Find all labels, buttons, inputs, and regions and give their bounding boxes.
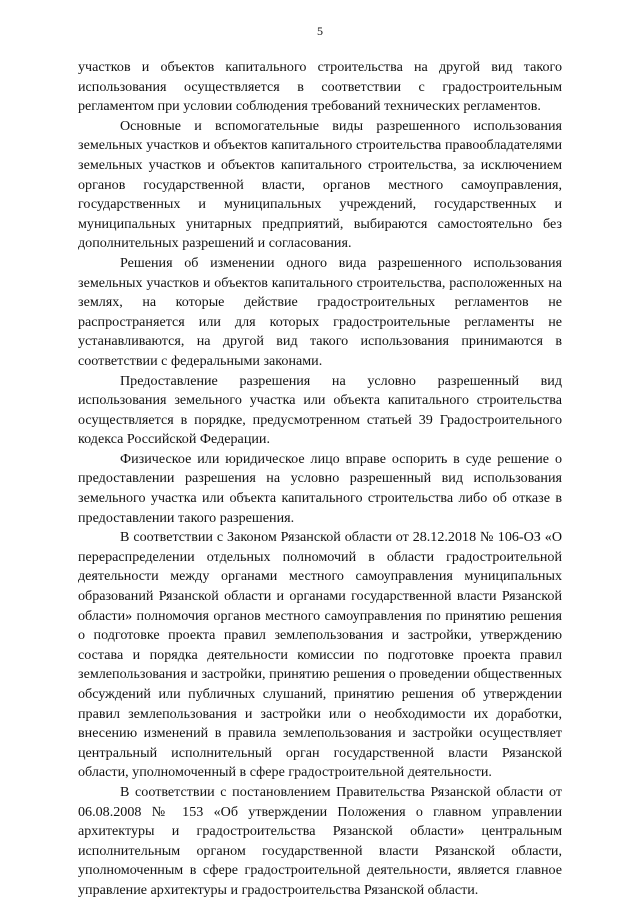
paragraph-continuation: участков и объектов капитального строительства на другой вид такого использования осуществляется в соответствии с градостроительным регламентом при условии соблюдения требований технических регламентов.	[78, 59, 562, 115]
paragraph-main-and-auxiliary-uses: Основные и вспомогательные виды разрешенного использования земельных участков и объектов капитального строительства правообладателями земельных участков и объектов капитального строительства, за исключением органов государственной власти, органов местного самоуправления, государственных и муниципальных учреждений, государственных и муниципальных унитарных предприятий, выбираются самостоятельно без дополнительных разрешений и согласования.	[78, 117, 562, 252]
paragraph-resolution-153: В соответствии с постановлением Правительства Рязанской области от 06.08.2008 № 153 «Об утверждении Положения о главном управлении архитектуры и градостроительства Рязанской области» центральным исполнительным органом государственной власти Рязанской области, уполномоченным в сфере градостроительной деятельности, является главное управление архитектуры и градостроительства Рязанской области.	[78, 783, 562, 898]
paragraph-conditional-use-permit: Предоставление разрешения на условно разрешенный вид использования земельного участка или объекта капитального строительства осуществляется в порядке, предусмотренном статьей 39 Градостроительного кодекса Российской Федерации.	[78, 372, 562, 448]
page-number: 5	[317, 24, 323, 38]
paragraph-court-challenge: Физическое или юридическое лицо вправе оспорить в суде решение о предоставлении разрешения на условно разрешенный вид использования земельного участка или объекта капитального строительства либо об отказе в предоставлении такого разрешения.	[78, 450, 562, 526]
paragraph-ryazan-law-106: В соответствии с Законом Рязанской области от 28.12.2018 № 106-ОЗ «О перераспределении отдельных полномочий в области градостроительной деятельности между органами местного самоуправления муниципальных образований Рязанской области и органами государственной власти Рязанской области» полномочия органов местного самоуправления по принятию решения о подготовке проекта правил землепользования и застройки, утверждению состава и порядка деятельности комиссии по подготовке проекта правил землепользования и застройки, принятию решения о проведении общественных обсуждений или публичных слушаний, принятию решения об утверждении правил землепользования и застройки или о необходимости их доработки, внесению изменений в правила землепользования и застройки осуществляет центральный исполнительный орган государственной власти Рязанской области, уполномоченный в сфере градостроительной деятельности.	[78, 529, 562, 781]
document-body	[78, 58, 562, 901]
paragraph-change-of-use-decisions: Решения об изменении одного вида разрешенного использования земельных участков и объектов капитального строительства, расположенных на землях, на которые действие градостроительных регламентов не распространяется или для которых градостроительные регламенты не устанавливаются, на другой вид такого использования принимаются в соответствии с федеральными законами.	[78, 254, 562, 369]
